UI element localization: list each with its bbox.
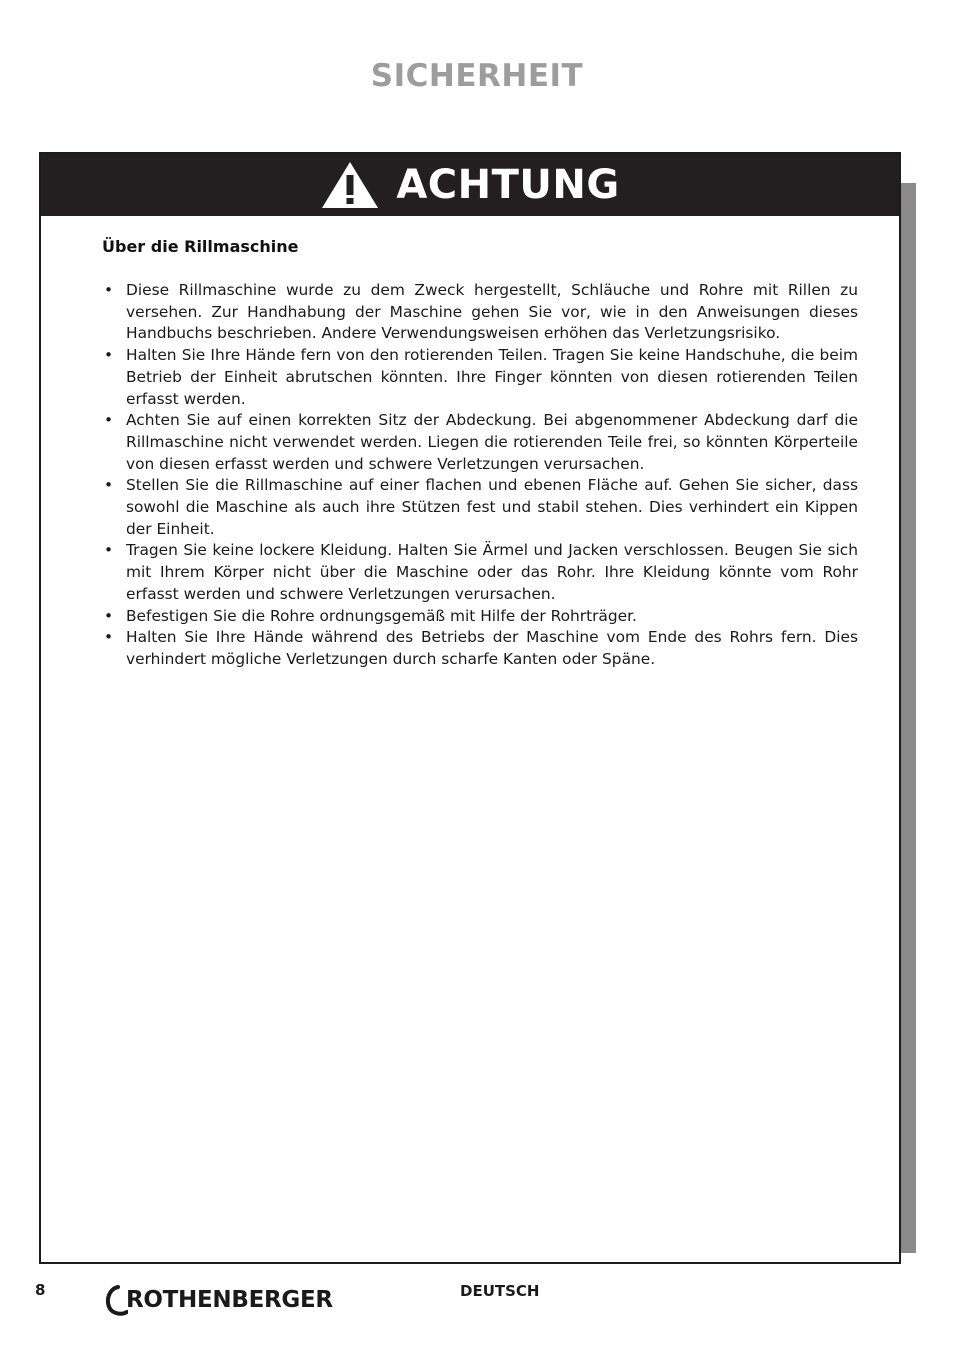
bullet-icon: • [104,411,114,430]
list-item-text: Halten Sie Ihre Hände während des Betriebs der Maschine vom Ende des Rohrs fern. Dies verhindert mögliche Verletzungen durch scharfe Kanten oder Späne. [126,628,858,668]
bullet-icon: • [104,281,114,299]
brand-logo [102,1281,333,1319]
rothenberger-logo-icon [102,1281,128,1319]
warning-triangle-icon [320,160,380,210]
list-item [104,280,858,345]
bullet-icon: • [104,628,114,647]
list-item [104,606,858,628]
bullet-icon: • [104,541,114,560]
safety-bullet-list [104,280,858,671]
list-item-text: Befestigen Sie die Rohre ordnungsgemäß mit Hilfe der Rohrträger. [126,606,637,625]
list-item [104,475,858,540]
list-item [104,540,858,605]
warning-banner [41,154,899,216]
warning-frame [39,152,901,1264]
bullet-icon: • [104,476,114,495]
list-item-text: Tragen Sie keine lockere Kleidung. Halten Sie Ärmel und Jacken verschlossen. Beugen Sie sich mit Ihrem Körper nicht über die Maschine oder das Rohr. Ihre Kleidung könnte vom Rohr erfasst werden und schwere Verletzungen verursachen. [126,541,858,603]
bullet-icon: • [104,346,114,365]
list-item [104,627,858,670]
list-item [104,410,858,475]
list-item-text: Achten Sie auf einen korrekten Sitz der Abdeckung. Bei abgenommener Abdeckung darf die Rillmaschine nicht verwendet werden. Liegen die rotierenden Teile frei, so könnten Körperteile von diesen erfasst werden und schwere Verletzungen verursachen. [126,411,858,473]
warning-banner-title: ACHTUNG [396,162,620,208]
list-item-text: Diese Rillmaschine wurde zu dem Zweck hergestellt, Schläuche und Rohre mit Rillen zu versehen. Zur Handhabung der Maschine gehen Sie vor, wie in den Anweisungen dieses Handbuchs beschrieben. Andere Verwendungsweisen erhöhen das Verletzungsrisiko. [126,281,858,343]
frame-shadow [899,183,916,1253]
brand-name: ROTHENBERGER [126,1287,333,1313]
page-number: 8 [35,1281,46,1299]
list-item [104,345,858,410]
subheading: Über die Rillmaschine [102,237,299,256]
section-title: SICHERHEIT [370,58,584,94]
bullet-icon: • [104,606,114,625]
footer-language: DEUTSCH [460,1282,540,1300]
list-item-text: Stellen Sie die Rillmaschine auf einer flachen und ebenen Fläche auf. Gehen Sie sicher, dass sowohl die Maschine als auch ihre Stützen fest und stabil stehen. Dies verhindert ein Kippen der Einheit. [126,476,858,538]
list-item-text: Halten Sie Ihre Hände fern von den rotierenden Teilen. Tragen Sie keine Handschuhe, die beim Betrieb der Einheit abrutschen könnten. Ihre Finger könnten von diesen rotierenden Teilen erfasst werden. [126,346,858,408]
